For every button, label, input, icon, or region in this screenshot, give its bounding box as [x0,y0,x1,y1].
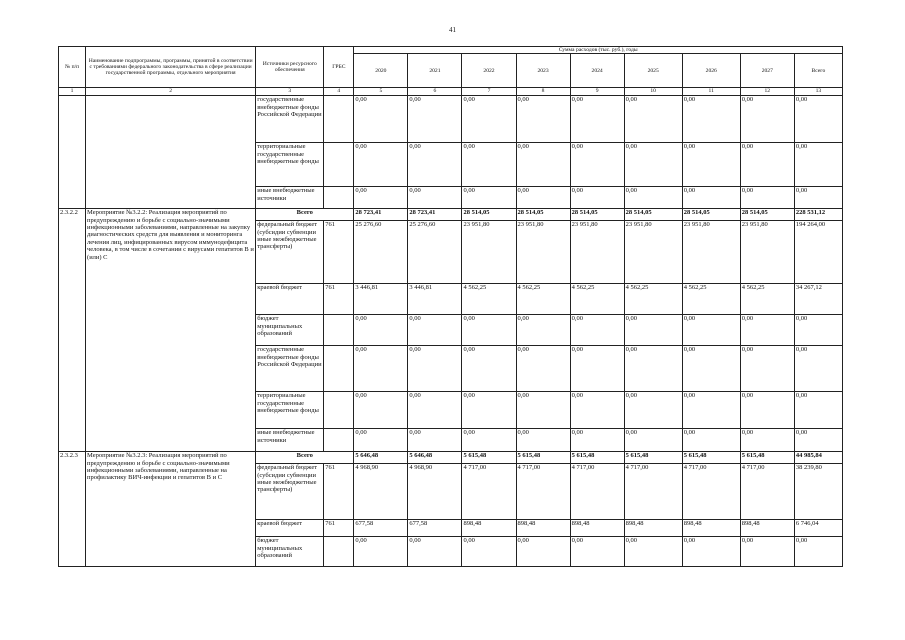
year-value: 0,00 [682,346,740,392]
year-value: 0,00 [408,429,462,452]
row-total-value: 0,00 [794,187,842,209]
header-row [59,47,843,54]
header-num: № п/п [59,47,86,88]
header-year: 2027 [740,54,794,88]
year-value: 0,00 [516,143,570,187]
year-value: 0,00 [624,143,682,187]
header-year: 2023 [516,54,570,88]
grbs-cell [324,429,354,452]
total-label: Всего [256,209,354,221]
row-total-value: 6 746,04 [794,520,842,537]
year-value: 28 514,05 [682,209,740,221]
year-value: 23 951,80 [624,221,682,284]
grbs-cell: 761 [324,520,354,537]
source-cell: краевой бюджет [256,284,324,315]
source-cell: бюджет муниципальных образований [256,537,324,567]
row-total-value: 0,00 [794,346,842,392]
year-value: 28 514,05 [624,209,682,221]
column-index: 10 [624,88,682,96]
header-year: 2026 [682,54,740,88]
source-cell: государственные внебюджетные фонды Российской Федерации [256,96,324,143]
column-index: 7 [462,88,516,96]
year-value: 4 562,25 [570,284,624,315]
year-value: 4 717,00 [462,464,516,520]
year-value: 28 514,05 [462,209,516,221]
year-value: 4 562,25 [740,284,794,315]
row-total-value: 0,00 [794,143,842,187]
year-value: 28 723,41 [408,209,462,221]
year-value: 5 615,48 [682,452,740,464]
year-value: 0,00 [624,346,682,392]
grbs-cell: 761 [324,221,354,284]
year-value: 0,00 [516,346,570,392]
year-value: 5 615,48 [740,452,794,464]
header-year: 2022 [462,54,516,88]
year-value: 0,00 [570,392,624,429]
year-value: 0,00 [740,537,794,567]
header-year: 2021 [408,54,462,88]
year-value: 0,00 [570,429,624,452]
year-value: 5 646,48 [354,452,408,464]
year-value: 5 615,48 [462,452,516,464]
column-index: 5 [354,88,408,96]
year-value: 4 968,90 [408,464,462,520]
row-total-value: 38 239,80 [794,464,842,520]
column-index: 3 [256,88,324,96]
header-sum-title: Сумма расходов (тыс. руб.), годы [354,47,843,54]
year-value: 23 951,80 [516,221,570,284]
measure-num: 2.3.2.2 [59,209,86,452]
source-cell: федеральный бюджет (субсидии субвенции иные межбюджетные трансферты) [256,221,324,284]
header-year: 2025 [624,54,682,88]
grbs-cell [324,96,354,143]
year-value: 898,48 [682,520,740,537]
year-value: 0,00 [354,96,408,143]
year-value: 0,00 [516,96,570,143]
source-cell: иные внебюджетные источники [256,429,324,452]
year-value: 0,00 [624,537,682,567]
row-total-value: 228 531,12 [794,209,842,221]
year-value: 0,00 [740,187,794,209]
year-value: 0,00 [740,392,794,429]
year-value: 4 562,25 [682,284,740,315]
year-value: 0,00 [462,143,516,187]
source-cell: иные внебюджетные источники [256,187,324,209]
year-value: 0,00 [408,96,462,143]
column-index: 11 [682,88,740,96]
year-value: 0,00 [570,187,624,209]
year-value: 0,00 [570,96,624,143]
year-value: 4 717,00 [516,464,570,520]
column-index: 6 [408,88,462,96]
budget-table [58,46,843,567]
source-cell: краевой бюджет [256,520,324,537]
source-cell: территориальные государственные внебюджетные фонды [256,392,324,429]
year-value: 0,00 [462,96,516,143]
year-value: 23 951,80 [740,221,794,284]
year-value: 5 615,48 [516,452,570,464]
year-value: 3 446,81 [408,284,462,315]
year-value: 898,48 [740,520,794,537]
year-value: 0,00 [682,392,740,429]
year-value: 0,00 [624,96,682,143]
year-value: 28 514,05 [516,209,570,221]
header-grbs: ГРБС [324,47,354,88]
year-value: 677,58 [354,520,408,537]
header-year: 2024 [570,54,624,88]
year-value: 0,00 [682,537,740,567]
column-index: 1 [59,88,86,96]
year-value: 0,00 [408,537,462,567]
year-value: 0,00 [354,537,408,567]
year-value: 0,00 [624,392,682,429]
column-index: 2 [86,88,256,96]
measure-title-cell [86,96,256,209]
year-value: 0,00 [740,346,794,392]
grbs-cell [324,537,354,567]
grbs-cell [324,392,354,429]
year-value: 28 723,41 [354,209,408,221]
year-value: 0,00 [682,315,740,346]
header-year: 2020 [354,54,408,88]
year-value: 0,00 [682,143,740,187]
row-total-value: 194 264,00 [794,221,842,284]
source-cell: федеральный бюджет (субсидии субвенции иные межбюджетные трансферты) [256,464,324,520]
year-value: 4 562,25 [516,284,570,315]
year-value: 0,00 [740,96,794,143]
year-value: 0,00 [408,346,462,392]
year-value: 0,00 [408,315,462,346]
grbs-cell [324,143,354,187]
measure-title: Мероприятие №3.2.3: Реализация мероприятий по предупреждению и борьбе с социально-значимыми инфекционными заболеваниями, направленные на профилактику ВИЧ-инфекции и гепатитов В и С [86,452,256,567]
measure-title: Мероприятие №3.2.2: Реализация мероприятий по предупреждению и борьбе с социально-значимыми инфекционными заболеваниями, направленные на закупку диагностических средств для выявления и мониторинга лечения лиц, инфицированных вирусом иммунодефицита человека, в том числе в сочетании с вирусами гепатитов В и (или) С [86,209,256,452]
source-cell: бюджет муниципальных образований [256,315,324,346]
column-index: 4 [324,88,354,96]
year-value: 4 717,00 [570,464,624,520]
year-value: 0,00 [516,315,570,346]
header-name: Наименование подпрограммы, программы, принятой в соответствии с требованиями федерального законодательства в сфере реализации государственной программы, отдельного мероприятия [86,47,256,88]
year-value: 0,00 [516,537,570,567]
year-value: 0,00 [570,537,624,567]
row-total-value: 0,00 [794,96,842,143]
year-value: 0,00 [354,392,408,429]
measure-num-cell [59,96,86,209]
column-index: 8 [516,88,570,96]
row-total-value: 0,00 [794,315,842,346]
year-value: 0,00 [624,315,682,346]
year-value: 4 968,90 [354,464,408,520]
year-value: 5 615,48 [624,452,682,464]
header-sources: Источники ресурсного обеспечения [256,47,324,88]
year-value: 4 717,00 [624,464,682,520]
year-value: 898,48 [624,520,682,537]
source-cell: государственные внебюджетные фонды Российской Федерации [256,346,324,392]
year-value: 0,00 [462,392,516,429]
year-value: 0,00 [570,346,624,392]
year-value: 0,00 [624,187,682,209]
year-value: 25 276,60 [408,221,462,284]
year-value: 0,00 [462,537,516,567]
year-value: 898,48 [570,520,624,537]
year-value: 677,58 [408,520,462,537]
measure-total-row [59,209,843,221]
year-value: 23 951,80 [462,221,516,284]
page-number: 41 [449,26,456,34]
year-value: 0,00 [516,392,570,429]
year-value: 0,00 [682,429,740,452]
year-value: 5 646,48 [408,452,462,464]
year-value: 0,00 [408,187,462,209]
year-value: 0,00 [516,187,570,209]
header-total: Всего [794,54,842,88]
year-value: 0,00 [462,315,516,346]
year-value: 4 717,00 [740,464,794,520]
year-value: 0,00 [740,143,794,187]
grbs-cell [324,315,354,346]
year-value: 898,48 [516,520,570,537]
column-index: 13 [794,88,842,96]
measure-num: 2.3.2.3 [59,452,86,567]
row-total-value: 0,00 [794,537,842,567]
year-value: 0,00 [462,187,516,209]
source-cell: территориальные государственные внебюджетные фонды [256,143,324,187]
year-value: 0,00 [354,346,408,392]
column-index: 12 [740,88,794,96]
row-total-value: 34 267,12 [794,284,842,315]
row-total-value: 0,00 [794,392,842,429]
year-value: 28 514,05 [570,209,624,221]
year-value: 25 276,60 [354,221,408,284]
column-index: 9 [570,88,624,96]
year-value: 0,00 [740,315,794,346]
year-value: 0,00 [354,429,408,452]
total-label: Всего [256,452,354,464]
year-value: 0,00 [408,143,462,187]
year-value: 0,00 [354,187,408,209]
year-value: 0,00 [570,143,624,187]
year-value: 0,00 [740,429,794,452]
year-value: 0,00 [462,429,516,452]
year-value: 3 446,81 [354,284,408,315]
year-value: 0,00 [408,392,462,429]
grbs-cell: 761 [324,284,354,315]
year-value: 0,00 [624,429,682,452]
year-value: 4 717,00 [682,464,740,520]
year-value: 23 951,80 [682,221,740,284]
year-value: 0,00 [354,143,408,187]
year-value: 4 562,25 [624,284,682,315]
grbs-cell [324,187,354,209]
column-index-row [59,88,843,96]
table-row [59,96,843,143]
year-value: 23 951,80 [570,221,624,284]
row-total-value: 44 985,84 [794,452,842,464]
grbs-cell: 761 [324,464,354,520]
year-value: 898,48 [462,520,516,537]
year-value: 4 562,25 [462,284,516,315]
year-value: 0,00 [682,187,740,209]
year-value: 0,00 [682,96,740,143]
year-value: 0,00 [516,429,570,452]
year-value: 0,00 [570,315,624,346]
row-total-value: 0,00 [794,429,842,452]
year-value: 0,00 [354,315,408,346]
measure-total-row [59,452,843,464]
year-value: 0,00 [462,346,516,392]
year-value: 28 514,05 [740,209,794,221]
grbs-cell [324,346,354,392]
year-value: 5 615,48 [570,452,624,464]
